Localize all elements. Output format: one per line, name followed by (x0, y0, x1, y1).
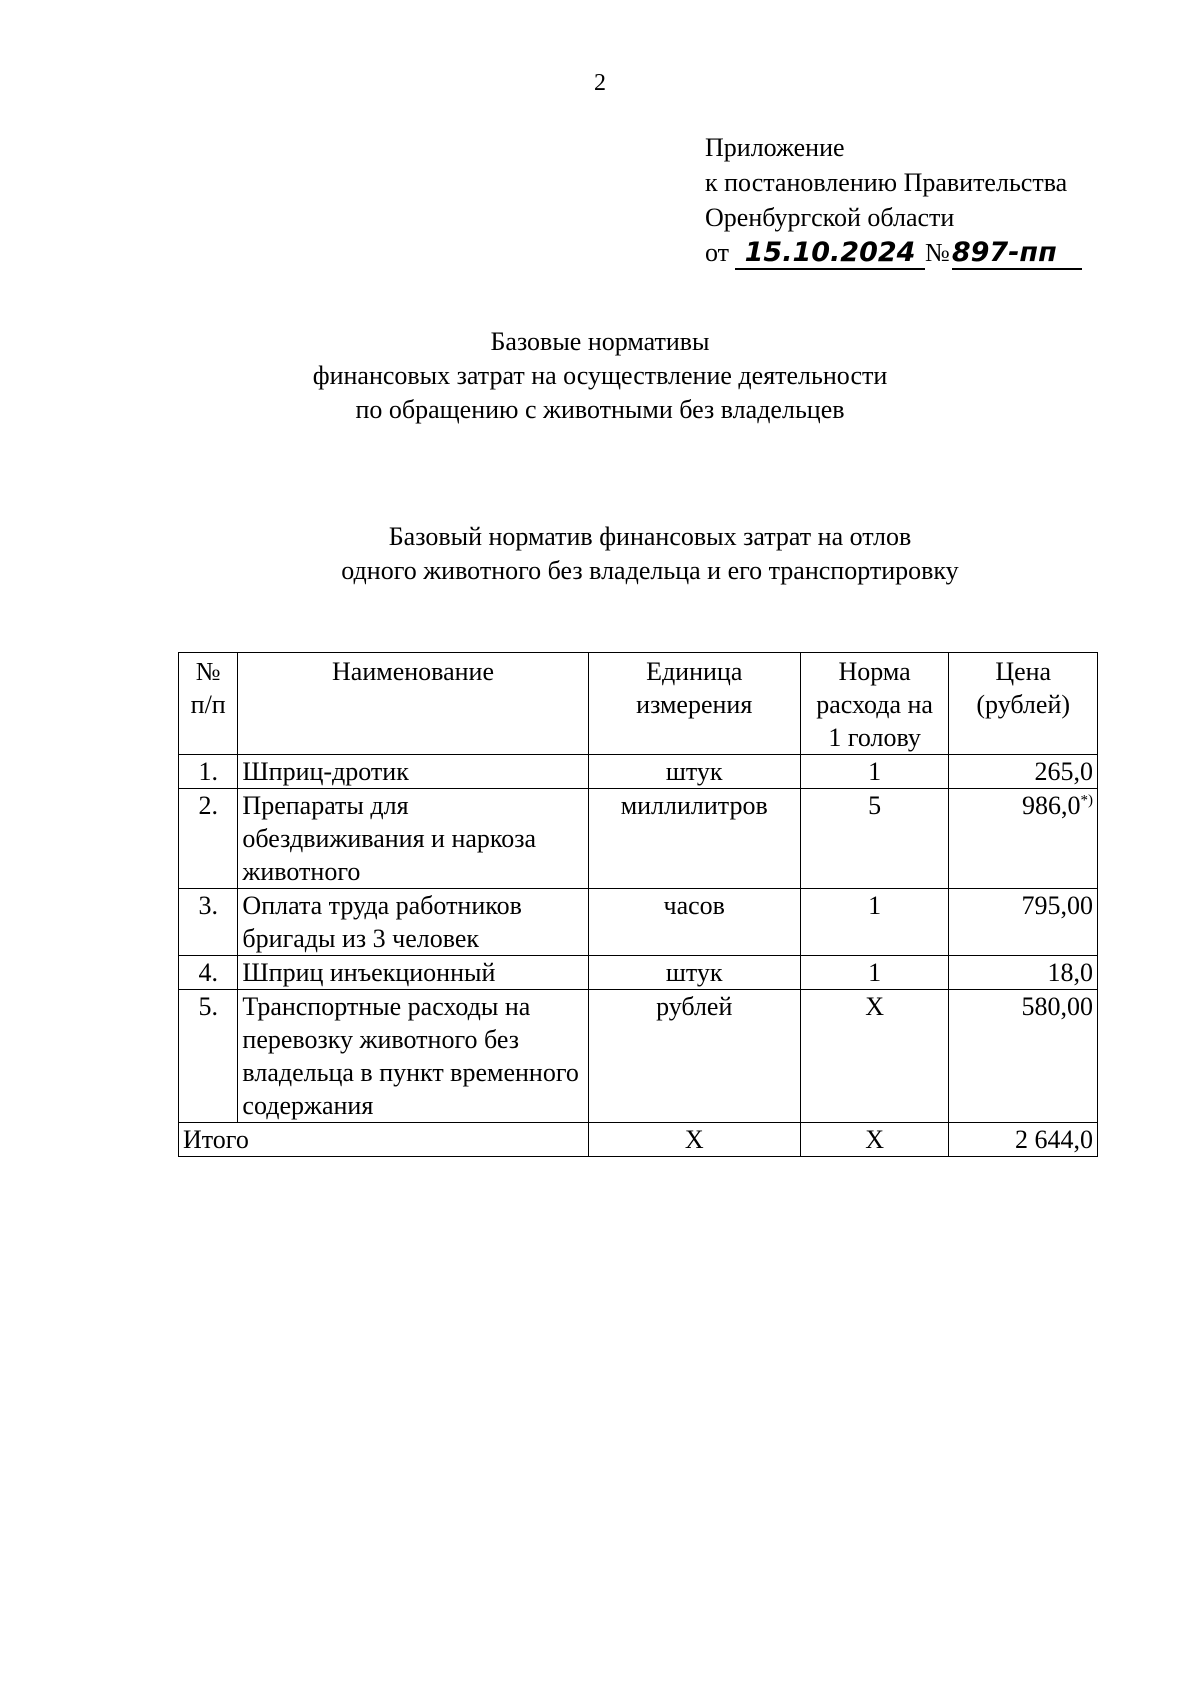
row-name: Препараты для обездвиживания и наркоза животного (238, 789, 588, 889)
row-price: 795,00 (949, 889, 1098, 956)
total-price: 2 644,0 (949, 1123, 1098, 1157)
row-num: 5. (179, 990, 238, 1123)
norms-table (178, 652, 1098, 1157)
row-unit: рублей (588, 990, 800, 1123)
row-name: Шприц инъекционный (238, 956, 588, 990)
total-norm: Х (800, 1123, 949, 1157)
table-row (179, 889, 1098, 956)
document-title-line-1: Базовые нормативы (490, 327, 710, 356)
row-unit: штук (588, 956, 800, 990)
row-norm: 5 (800, 789, 949, 889)
row-num: 1. (179, 755, 238, 789)
row-norm: 1 (800, 889, 949, 956)
header-price: Цена (рублей) (949, 653, 1098, 755)
section-title (180, 520, 1120, 588)
row-name: Шприц-дротик (238, 755, 588, 789)
table-row (179, 990, 1098, 1123)
header-name: Наименование (238, 653, 588, 755)
row-name: Оплата труда работников бригады из 3 человек (238, 889, 588, 956)
table-row (179, 789, 1098, 889)
header-num: № п/п (179, 653, 238, 755)
row-unit: штук (588, 755, 800, 789)
total-unit: Х (588, 1123, 800, 1157)
page-number: 2 (594, 70, 606, 96)
row-price: 265,0 (949, 755, 1098, 789)
table-total-row (179, 1123, 1098, 1157)
table-row (179, 956, 1098, 990)
row-price: 18,0 (949, 956, 1098, 990)
document-title-line-2: финансовых затрат на осуществление деятельности (312, 361, 888, 390)
table-header-row (179, 653, 1098, 755)
appendix-decree: к постановлению Правительства (705, 168, 1068, 197)
row-num: 4. (179, 956, 238, 990)
decree-number: 897-пп (952, 238, 1082, 270)
decree-date: 15.10.2024 (735, 238, 925, 270)
appendix-block (705, 130, 1175, 270)
row-norm: 1 (800, 755, 949, 789)
document-title-line-3: по обращению с животными без владельцев (355, 395, 845, 424)
row-num: 3. (179, 889, 238, 956)
from-label: от (705, 238, 730, 267)
row-num: 2. (179, 789, 238, 889)
row-name: Транспортные расходы на перевозку животного без владельца в пункт временного содержания (238, 990, 588, 1123)
row-unit: часов (588, 889, 800, 956)
row-norm: Х (800, 990, 949, 1123)
header-unit: Единица измерения (588, 653, 800, 755)
section-title-line-1: Базовый норматив финансовых затрат на отлов (388, 522, 912, 551)
total-label: Итого (179, 1123, 589, 1157)
appendix-title: Приложение (705, 133, 845, 162)
footnote-mark: *) (1080, 792, 1093, 809)
table-row (179, 755, 1098, 789)
header-norm: Норма расхода на 1 голову (800, 653, 949, 755)
row-price: 580,00 (949, 990, 1098, 1123)
number-sign: № (925, 238, 950, 267)
appendix-region: Оренбургской области (705, 203, 955, 232)
row-unit: миллилитров (588, 789, 800, 889)
row-norm: 1 (800, 956, 949, 990)
document-title (0, 325, 1200, 427)
row-price: 986,0*) (949, 789, 1098, 889)
appendix-date-number-line (705, 235, 1175, 270)
section-title-line-2: одного животного без владельца и его транспортировку (341, 556, 959, 585)
